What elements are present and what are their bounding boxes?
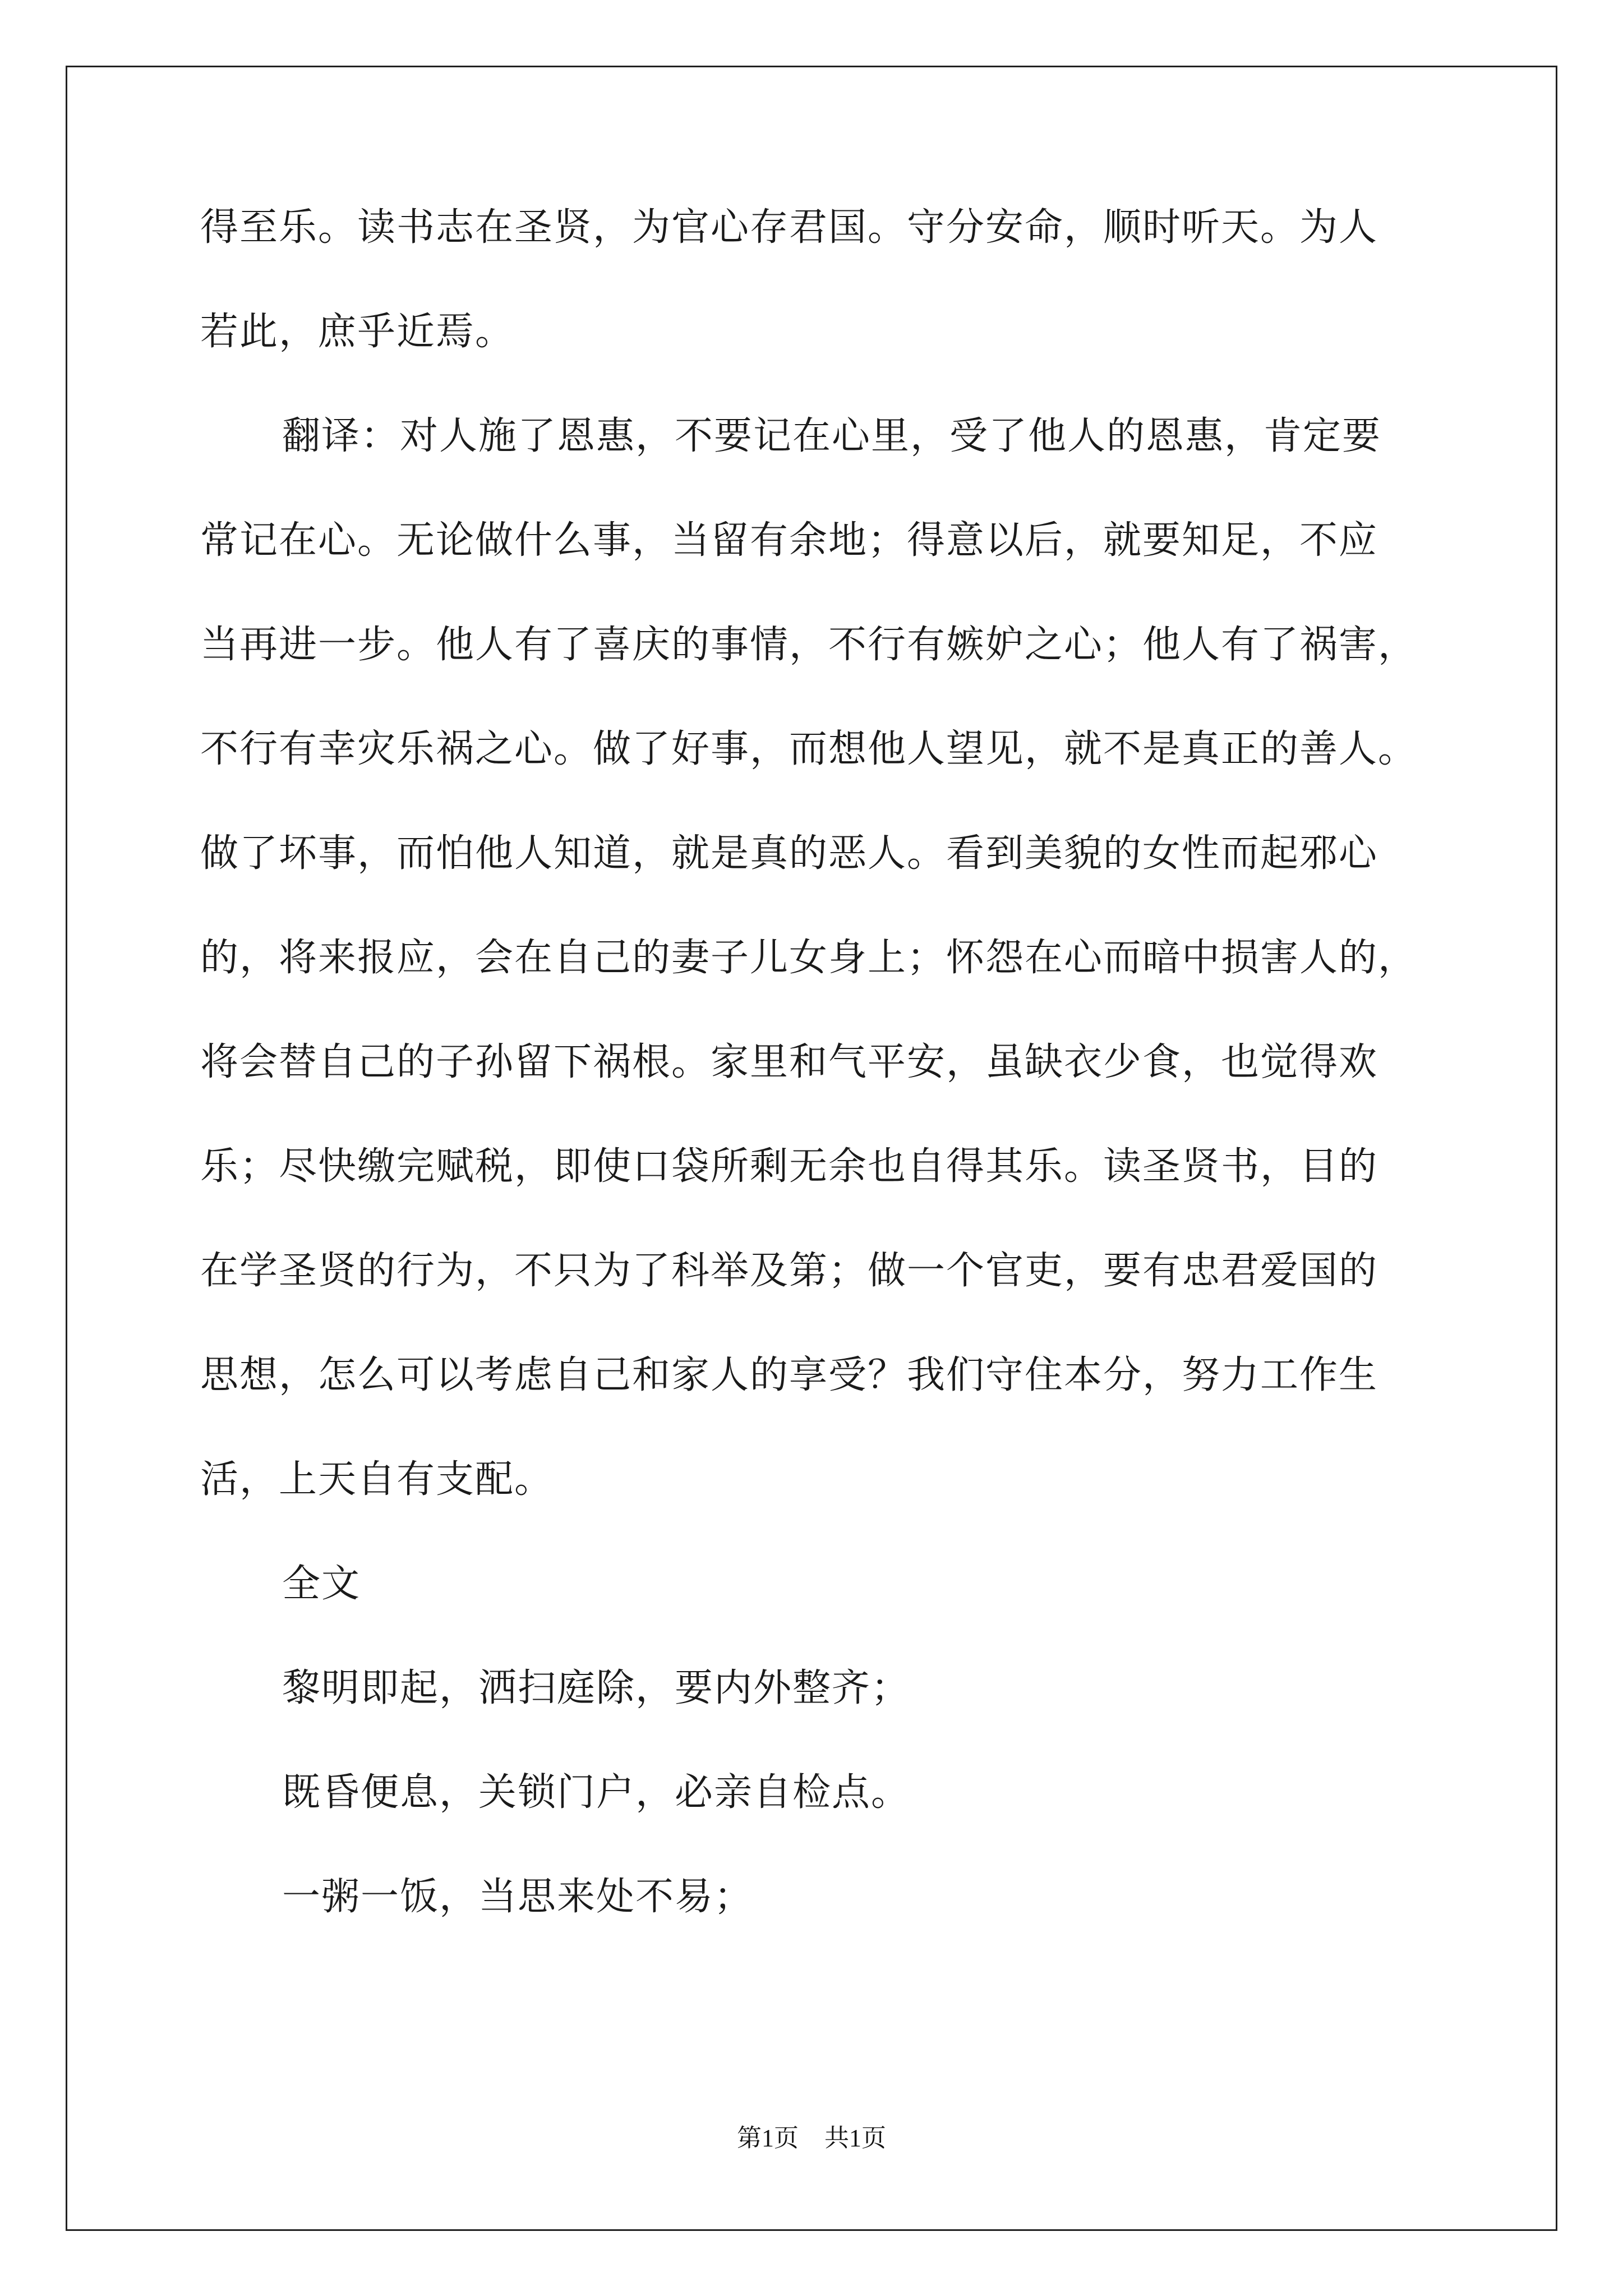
text-line: 不行有幸灾乐祸之心。做了好事，而想他人望见，就不是真正的善人。 <box>200 727 1418 771</box>
text-line: 思想，怎么可以考虑自己和家人的享受？我们守住本分，努力工作生 <box>200 1353 1378 1397</box>
document-body <box>200 202 1434 1976</box>
text-line: 将会替自己的子孙留下祸根。家里和气平安，虽缺衣少食，也觉得欢 <box>200 1040 1378 1084</box>
text-line: 黎明即起，洒扫庭除，要内外整齐； <box>282 1666 911 1710</box>
page-footer <box>0 2122 1623 2155</box>
text-line: 做了坏事，而怕他人知道，就是真的恶人。看到美貌的女性而起邪心 <box>200 831 1378 876</box>
text-line: 当再进一步。他人有了喜庆的事情，不行有嫉妒之心；他人有了祸害， <box>200 623 1418 667</box>
text-line: 既昏便息，关锁门户，必亲自检点。 <box>282 1770 911 1815</box>
section-heading: 全文 <box>282 1562 361 1606</box>
page-number: 第1页 <box>737 2124 799 2152</box>
text-line: 的，将来报应，会在自己的妻子儿女身上；怀怨在心而暗中损害人的， <box>200 936 1418 980</box>
text-line: 在学圣贤的行为，不只为了科举及第；做一个官吏，要有忠君爱国的 <box>200 1249 1378 1293</box>
text-line: 若此，庶乎近焉。 <box>200 310 515 354</box>
page-total: 共1页 <box>824 2124 886 2152</box>
text-line: 常记在心。无论做什么事，当留有余地；得意以后，就要知足，不应 <box>200 518 1378 563</box>
text-line: 一粥一饭，当思来处不易； <box>282 1875 754 1919</box>
text-line: 翻译：对人施了恩惠，不要记在心里，受了他人的恩惠，肯定要 <box>282 414 1382 458</box>
text-line: 乐；尽快缴完赋税，即使口袋所剩无余也自得其乐。读圣贤书，目的 <box>200 1144 1378 1189</box>
text-line: 活，上天自有支配。 <box>200 1457 554 1502</box>
text-line: 得至乐。读书志在圣贤，为官心存君国。守分安命，顺时听天。为人 <box>200 205 1378 250</box>
